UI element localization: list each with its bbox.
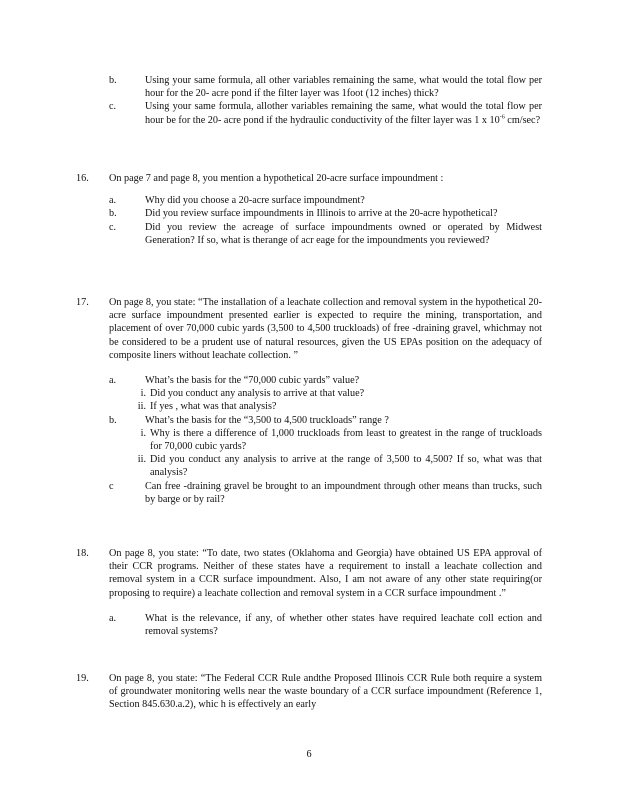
- sub-sub-text: Did you conduct any analysis to arrive at that value?: [150, 388, 365, 400]
- sub-sub-item: [130, 453, 542, 479]
- item-text: [145, 100, 542, 126]
- question-text: On page 8, you state: “To date, two states (Oklahoma and Georgia) have obtained US EPA approval of their CCR programs. Neither of these states have a requirement to install a leachate collection and removal system in a CCR surface impoundment. Also, I am not aware of any other state requiring(or proposing to require) a leachate collection and removal system in a CCR surface impoundment .”: [109, 548, 542, 599]
- sub-text: What’s the basis for the “3,500 to 4,500 truckloads” range ?: [145, 414, 389, 426]
- sub-label: c.: [109, 221, 117, 233]
- sub-text: What’s the basis for the “70,000 cubic yards” value?: [145, 375, 360, 387]
- question-text: On page 8, you state: “The installation of a leachate collection and removal system in the hypothetical 20-acre surface impoundment presented earlier is expected to require the mining, transportation, and placement of over 70,000 cubic yards (3,500 to 4,500 truckloads) of free -draining gravel, whichmay not be considered to be a prudent use of natural resources, given the US EPAs position on the adequacy of composite liners without leachate collection. ”: [109, 297, 542, 361]
- sub-sub-label: i.: [140, 388, 146, 400]
- sub-sub-label: i.: [140, 427, 146, 439]
- sub-item: [109, 194, 542, 207]
- sub-text: Did you review surface impoundments in Illinois to arrive at the 20-acre hypothetical?: [145, 208, 498, 220]
- carryover-item-b: [109, 74, 542, 100]
- sub-item: [109, 207, 542, 220]
- question-text: On page 8, you state: “The Federal CCR Rule andthe Proposed Illinois CCR Rule both require a system of groundwater monitoring wells near the waste boundary of a CCR surface impoundment (Reference 1, Section 845.630.a.2), whic h is effectively an early: [109, 673, 542, 711]
- sub-label: b.: [109, 208, 117, 220]
- sub-label: a.: [109, 375, 117, 387]
- sub-item: [109, 221, 542, 247]
- sub-sub-item: [130, 427, 542, 453]
- item-text-a: Using your same formula, allother variables remaining the same, what would the total flow per hour be for the 20- acre pond if the hydraulic conductivity of the filter layer was 1 x 10: [145, 101, 542, 126]
- question-number: 17.: [76, 297, 89, 308]
- sub-sub-text: If yes , what was that analysis?: [150, 401, 277, 413]
- sub-item: [109, 480, 542, 506]
- page-number: 6: [306, 749, 312, 760]
- carryover-list: [109, 74, 542, 127]
- sub-sub-text: Why is there a difference of 1,000 truckloads from least to greatest in the range of truckloads for 70,000 cubic yards?: [150, 427, 542, 453]
- question-16: [76, 172, 542, 247]
- item-text-b: cm/sec?: [504, 114, 541, 126]
- sub-sub-label: ii.: [137, 454, 146, 466]
- question-19: [76, 672, 542, 712]
- sub-text: Did you review the acreage of surface impoundments owned or operated by Midwest Generation? If so, what is therange of acr eage for the impoundments you reviewed?: [145, 221, 542, 246]
- sub-label: a.: [109, 612, 117, 624]
- item-text: Using your same formula, all other variables remaining the same, what would the total flow per hour for the 20- acre pond if the filter layer was 1foot (12 inches) thick?: [145, 75, 542, 100]
- question-18: [76, 547, 542, 638]
- question-number: 16.: [76, 173, 89, 184]
- sub-item: [109, 414, 542, 427]
- item-label: b.: [109, 75, 117, 86]
- sub-sub-label: ii.: [137, 401, 146, 413]
- question-number: 18.: [76, 548, 89, 559]
- sub-text: What is the relevance, if any, of whether other states have required leachate coll ection and removal systems?: [145, 612, 542, 638]
- sub-sub-item: [130, 400, 542, 413]
- sub-sub-text: Did you conduct any analysis to arrive at the range of 3,500 to 4,500? If so, what was that analysis?: [150, 454, 542, 479]
- question-17: [76, 296, 542, 506]
- question-text: On page 7 and page 8, you mention a hypothetical 20-acre surface impoundment :: [109, 173, 444, 184]
- sub-label: c: [109, 480, 114, 492]
- item-label: c.: [109, 101, 117, 113]
- sub-text: Why did you choose a 20-acre surface impoundment?: [145, 195, 365, 207]
- sub-item: [109, 374, 542, 387]
- carryover-item-c: [109, 100, 542, 126]
- sub-label: a.: [109, 195, 117, 207]
- sub-item: [109, 612, 542, 638]
- sub-text: Can free -draining gravel be brought to an impoundment through other means than trucks, such by barge or by rail?: [145, 480, 542, 505]
- exponent: -6: [499, 114, 505, 121]
- sub-sub-item: [130, 387, 542, 400]
- sub-label: b.: [109, 414, 117, 426]
- question-number: 19.: [76, 673, 89, 684]
